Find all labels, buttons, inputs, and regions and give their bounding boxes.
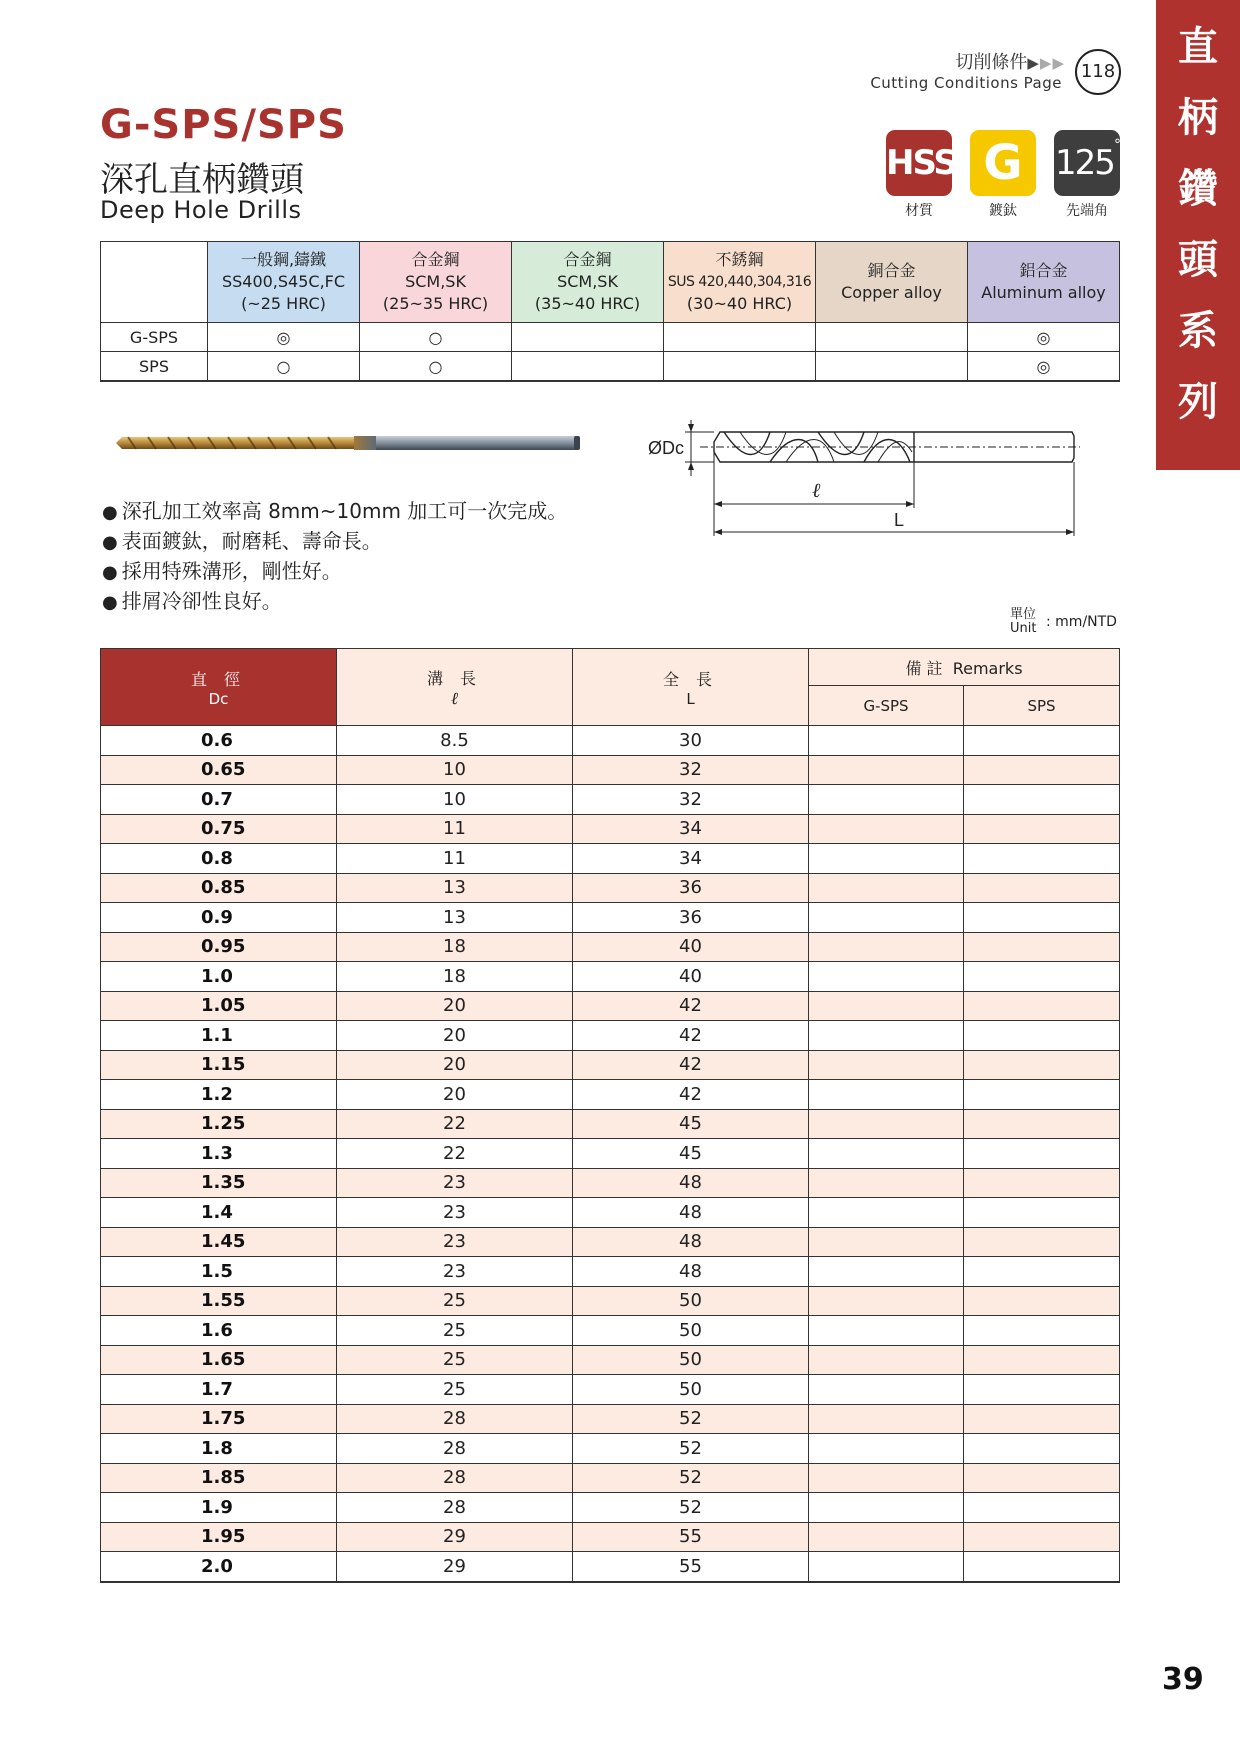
arrow-head	[1066, 529, 1074, 535]
flute-length-cell: 28	[337, 1493, 573, 1523]
diameter-cell: 1.6	[101, 1316, 337, 1346]
total-length-cell: 45	[573, 1109, 809, 1139]
diameter-cell: 0.65	[101, 755, 337, 785]
remark-sps-cell	[964, 1552, 1120, 1582]
drill-product-image	[114, 430, 584, 456]
flute-length-cell: 28	[337, 1434, 573, 1464]
diameter-cell: 0.95	[101, 932, 337, 962]
diameter-cell: 1.8	[101, 1434, 337, 1464]
table-row	[101, 814, 1120, 844]
remark-gsps-cell	[809, 1109, 964, 1139]
bullet-icon: ●	[102, 532, 118, 553]
flute-length-cell: 13	[337, 873, 573, 903]
unit-label	[1010, 608, 1036, 636]
table-row	[101, 1021, 1120, 1051]
remark-gsps-cell	[809, 903, 964, 933]
side-tab-char: 鑽	[1178, 166, 1218, 212]
flute-length-cell: 18	[337, 932, 573, 962]
arrow-head	[714, 529, 722, 535]
cutting-conditions-page-link[interactable]: 118	[1075, 49, 1121, 95]
total-length-cell: 34	[573, 814, 809, 844]
feature-text: 表面鍍鈦，耐磨耗、壽命長。	[121, 529, 382, 553]
point-angle-icon	[1054, 130, 1120, 196]
arrow-head	[688, 424, 694, 432]
feature-item	[102, 587, 567, 617]
feature-list	[102, 497, 567, 617]
diameter-cell: 2.0	[101, 1552, 337, 1582]
total-length-cell: 42	[573, 1080, 809, 1110]
feature-text: 排屑冷卻性良好。	[121, 589, 282, 613]
remark-sps-cell	[964, 1139, 1120, 1169]
side-tab-char: 列	[1178, 379, 1218, 425]
remark-gsps-cell	[809, 1434, 964, 1464]
table-row	[101, 1109, 1120, 1139]
diameter-cell: 1.9	[101, 1493, 337, 1523]
table-row	[101, 1198, 1120, 1228]
flute-length-cell: 25	[337, 1286, 573, 1316]
remark-gsps-cell	[809, 1493, 964, 1523]
cutting-conditions-label	[955, 48, 1065, 74]
total-length-cell: 48	[573, 1198, 809, 1228]
degree-symbol: °	[1113, 137, 1119, 153]
bullet-icon: ●	[102, 592, 118, 613]
table-row	[101, 1227, 1120, 1257]
remark-sps-cell	[964, 1463, 1120, 1493]
size-table-body	[101, 726, 1120, 1582]
remark-gsps-cell	[809, 1375, 964, 1405]
material-header-alloy-steel-high	[512, 242, 664, 323]
feature-item	[102, 527, 567, 557]
diameter-cell: 1.2	[101, 1080, 337, 1110]
remark-gsps-cell	[809, 1257, 964, 1287]
diameter-cell: 1.4	[101, 1198, 337, 1228]
side-section-tab	[1156, 0, 1240, 470]
total-length-cell: 32	[573, 755, 809, 785]
remark-sps-cell	[964, 1080, 1120, 1110]
arrow-icon: ▶	[1027, 54, 1040, 72]
suitability-mark: ◎	[208, 323, 360, 352]
remark-gsps-cell	[809, 1021, 964, 1051]
remark-gsps-cell	[809, 785, 964, 815]
diameter-cell: 1.65	[101, 1345, 337, 1375]
remark-sps-cell	[964, 1227, 1120, 1257]
flute-length-cell: 25	[337, 1345, 573, 1375]
material-hardness: (25~35 HRC)	[382, 294, 489, 313]
flute-length-cell: 29	[337, 1552, 573, 1582]
diameter-cell: 1.75	[101, 1404, 337, 1434]
material-header-alloy-steel-low	[360, 242, 512, 323]
remark-sps-cell	[964, 726, 1120, 756]
applicability-row-gsps	[101, 323, 1120, 352]
unit-label-en: Unit	[1010, 621, 1037, 636]
column-header-flute-length	[337, 649, 573, 726]
material-name: 合金鋼	[411, 250, 460, 269]
flute-length-label: ℓ	[812, 478, 821, 502]
column-header-gsps: G-SPS	[809, 686, 964, 726]
material-grades: SCM,SK	[405, 272, 466, 291]
remark-gsps-cell	[809, 1552, 964, 1582]
suitability-mark	[816, 352, 968, 382]
arrow-head	[906, 501, 914, 507]
table-row	[101, 1286, 1120, 1316]
table-row	[101, 1552, 1120, 1582]
remark-sps-cell	[964, 1198, 1120, 1228]
total-length-cell: 36	[573, 873, 809, 903]
total-length-cell: 50	[573, 1316, 809, 1346]
diameter-cell: 1.35	[101, 1168, 337, 1198]
arrow-head	[714, 501, 722, 507]
flute-length-cell: 10	[337, 785, 573, 815]
flute-length-cell: 25	[337, 1375, 573, 1405]
suitability-mark	[664, 323, 816, 352]
remark-gsps-cell	[809, 1463, 964, 1493]
remark-gsps-cell	[809, 814, 964, 844]
flute-length-cell: 20	[337, 1021, 573, 1051]
cutting-conditions-zh: 切削條件	[955, 52, 1028, 73]
suitability-mark	[512, 352, 664, 382]
table-row	[101, 903, 1120, 933]
total-length-cell: 48	[573, 1227, 809, 1257]
material-header-aluminum	[968, 242, 1120, 323]
remark-sps-cell	[964, 932, 1120, 962]
remark-gsps-cell	[809, 1404, 964, 1434]
row-label: SPS	[101, 352, 208, 382]
header-zh: 直 徑	[190, 669, 247, 689]
table-row	[101, 1257, 1120, 1287]
table-row	[101, 1345, 1120, 1375]
arrow-head	[688, 462, 694, 470]
remark-sps-cell	[964, 785, 1120, 815]
total-length-cell: 42	[573, 991, 809, 1021]
remark-sps-cell	[964, 903, 1120, 933]
material-hardness: (~25 HRC)	[241, 294, 326, 313]
table-row	[101, 932, 1120, 962]
column-header-total-length	[573, 649, 809, 726]
diameter-label: ØDc	[648, 438, 684, 458]
header-en: L	[686, 689, 695, 708]
drill-dimension-diagram	[640, 408, 1080, 538]
flute-length-cell: 20	[337, 1050, 573, 1080]
badge-label-angle: 先端角	[1066, 203, 1108, 219]
diameter-cell: 0.9	[101, 903, 337, 933]
table-row	[101, 1168, 1120, 1198]
size-table	[100, 648, 1120, 1583]
product-model: G-SPS/SPS	[100, 102, 347, 148]
remark-sps-cell	[964, 1434, 1120, 1464]
total-length-cell: 50	[573, 1345, 809, 1375]
diameter-cell: 0.85	[101, 873, 337, 903]
total-length-label: L	[894, 510, 905, 530]
remark-sps-cell	[964, 1345, 1120, 1375]
table-row	[101, 1050, 1120, 1080]
diameter-cell: 1.55	[101, 1286, 337, 1316]
suitability-mark	[816, 323, 968, 352]
page-number: 39	[1162, 1662, 1204, 1697]
diameter-cell: 0.7	[101, 785, 337, 815]
header-zh: 溝 長	[426, 668, 483, 688]
arrow-icon: ▶▶	[1039, 54, 1065, 72]
total-length-cell: 36	[573, 903, 809, 933]
diameter-cell: 0.6	[101, 726, 337, 756]
flute-length-cell: 23	[337, 1198, 573, 1228]
remark-sps-cell	[964, 991, 1120, 1021]
flute-length-cell: 20	[337, 1080, 573, 1110]
suitability-mark: ○	[208, 352, 360, 382]
suitability-mark: ◎	[968, 352, 1120, 382]
feature-text: 採用特殊溝形，剛性好。	[121, 559, 342, 583]
bullet-icon: ●	[102, 502, 118, 523]
material-hss-icon: HSS	[886, 130, 952, 196]
material-name: 銅合金	[867, 261, 916, 280]
remark-sps-cell	[964, 1404, 1120, 1434]
total-length-cell: 52	[573, 1463, 809, 1493]
remark-gsps-cell	[809, 1139, 964, 1169]
product-title-zh: 深孔直柄鑽頭	[100, 160, 304, 200]
cutting-conditions-en: Cutting Conditions Page	[870, 74, 1062, 92]
remark-gsps-cell	[809, 1227, 964, 1257]
remark-gsps-cell	[809, 1080, 964, 1110]
unit-label-zh: 單位	[1010, 607, 1037, 622]
feature-item	[102, 497, 567, 527]
badge-label-material: 材質	[905, 203, 933, 219]
flute-length-cell: 28	[337, 1404, 573, 1434]
total-length-cell: 52	[573, 1493, 809, 1523]
remark-gsps-cell	[809, 1286, 964, 1316]
remark-sps-cell	[964, 962, 1120, 992]
suitability-mark	[512, 323, 664, 352]
material-name-en: Copper alloy	[841, 283, 942, 302]
remark-gsps-cell	[809, 1316, 964, 1346]
coating-titanium-icon: G	[970, 130, 1036, 196]
material-name: 一般鋼,鑄鐵	[240, 250, 327, 269]
flute-length-cell: 23	[337, 1257, 573, 1287]
diameter-cell: 1.1	[101, 1021, 337, 1051]
flute-length-cell: 11	[337, 814, 573, 844]
bullet-icon: ●	[102, 562, 118, 583]
flute-length-cell: 25	[337, 1316, 573, 1346]
remark-gsps-cell	[809, 932, 964, 962]
material-header-general-steel	[208, 242, 360, 323]
header-zh: 全 長	[662, 669, 719, 689]
badge-label-coating: 鍍鈦	[989, 203, 1017, 219]
table-row	[101, 1522, 1120, 1552]
diameter-cell: 1.05	[101, 991, 337, 1021]
total-length-cell: 40	[573, 962, 809, 992]
remark-gsps-cell	[809, 1198, 964, 1228]
remark-sps-cell	[964, 1375, 1120, 1405]
flute-length-cell: 10	[337, 755, 573, 785]
total-length-cell: 50	[573, 1375, 809, 1405]
table-row	[101, 1080, 1120, 1110]
flute-length-cell: 23	[337, 1168, 573, 1198]
material-name: 合金鋼	[563, 250, 612, 269]
remark-gsps-cell	[809, 726, 964, 756]
remark-gsps-cell	[809, 1050, 964, 1080]
total-length-cell: 40	[573, 932, 809, 962]
column-header-diameter	[101, 649, 337, 726]
remark-gsps-cell	[809, 962, 964, 992]
table-row	[101, 785, 1120, 815]
diameter-cell: 0.75	[101, 814, 337, 844]
material-grades: SUS 420,440,304,316	[667, 274, 812, 290]
table-row	[101, 844, 1120, 874]
flute-length-cell: 20	[337, 991, 573, 1021]
total-length-cell: 55	[573, 1552, 809, 1582]
remark-sps-cell	[964, 1493, 1120, 1523]
total-length-cell: 52	[573, 1434, 809, 1464]
applicability-row-sps	[101, 352, 1120, 382]
flute-length-cell: 11	[337, 844, 573, 874]
column-header-remarks: 備 註 Remarks	[809, 649, 1120, 686]
remark-gsps-cell	[809, 1522, 964, 1552]
material-applicability-table	[100, 241, 1120, 382]
remark-sps-cell	[964, 1316, 1120, 1346]
table-row	[101, 873, 1120, 903]
remark-gsps-cell	[809, 991, 964, 1021]
total-length-cell: 52	[573, 1404, 809, 1434]
material-header-stainless	[664, 242, 816, 323]
table-row	[101, 962, 1120, 992]
feature-item	[102, 557, 567, 587]
total-length-cell: 32	[573, 785, 809, 815]
flute-length-cell: 22	[337, 1139, 573, 1169]
remark-gsps-cell	[809, 844, 964, 874]
corner-cell	[101, 242, 208, 323]
remark-sps-cell	[964, 755, 1120, 785]
diameter-cell: 1.0	[101, 962, 337, 992]
material-name-en: Aluminum alloy	[981, 283, 1106, 302]
remark-sps-cell	[964, 1257, 1120, 1287]
material-hardness: (35~40 HRC)	[534, 294, 641, 313]
suitability-mark	[664, 352, 816, 382]
row-label: G-SPS	[101, 323, 208, 352]
total-length-cell: 45	[573, 1139, 809, 1169]
material-grades: SS400,S45C,FC	[221, 272, 346, 291]
side-tab-char: 頭	[1178, 237, 1218, 283]
material-header-copper	[816, 242, 968, 323]
diameter-cell: 1.85	[101, 1463, 337, 1493]
remark-sps-cell	[964, 1050, 1120, 1080]
table-row	[101, 1375, 1120, 1405]
table-row	[101, 1463, 1120, 1493]
table-row	[101, 1404, 1120, 1434]
total-length-cell: 48	[573, 1257, 809, 1287]
total-length-cell: 48	[573, 1168, 809, 1198]
flute-length-cell: 18	[337, 962, 573, 992]
remark-sps-cell	[964, 1522, 1120, 1552]
header-en: Dc	[208, 689, 229, 708]
header-en: ℓ	[450, 688, 459, 709]
material-name: 鋁合金	[1019, 261, 1068, 280]
total-length-cell: 50	[573, 1286, 809, 1316]
table-row	[101, 726, 1120, 756]
flute-length-cell: 28	[337, 1463, 573, 1493]
flute-length-cell: 8.5	[337, 726, 573, 756]
flute-length-cell: 22	[337, 1109, 573, 1139]
table-row	[101, 1139, 1120, 1169]
table-row	[101, 1434, 1120, 1464]
diameter-cell: 0.8	[101, 844, 337, 874]
remark-gsps-cell	[809, 873, 964, 903]
flute-length-cell: 23	[337, 1227, 573, 1257]
table-row	[101, 991, 1120, 1021]
diameter-cell: 1.45	[101, 1227, 337, 1257]
material-grades: SCM,SK	[557, 272, 618, 291]
remark-sps-cell	[964, 1021, 1120, 1051]
material-hardness: (30~40 HRC)	[686, 294, 793, 313]
side-tab-char: 直	[1178, 24, 1218, 70]
remark-gsps-cell	[809, 1168, 964, 1198]
remark-gsps-cell	[809, 1345, 964, 1375]
flute-length-cell: 13	[337, 903, 573, 933]
suitability-mark: ○	[360, 323, 512, 352]
flute-length-cell: 29	[337, 1522, 573, 1552]
remark-sps-cell	[964, 873, 1120, 903]
unit-value: : mm/NTD	[1046, 614, 1117, 630]
table-row	[101, 1316, 1120, 1346]
total-length-cell: 34	[573, 844, 809, 874]
side-tab-char: 柄	[1178, 95, 1218, 141]
remark-sps-cell	[964, 1168, 1120, 1198]
total-length-cell: 55	[573, 1522, 809, 1552]
diameter-cell: 1.7	[101, 1375, 337, 1405]
diameter-cell: 1.95	[101, 1522, 337, 1552]
table-row	[101, 755, 1120, 785]
remark-sps-cell	[964, 1286, 1120, 1316]
diameter-cell: 1.25	[101, 1109, 337, 1139]
diameter-cell: 1.5	[101, 1257, 337, 1287]
table-row	[101, 1493, 1120, 1523]
total-length-cell: 42	[573, 1050, 809, 1080]
point-angle-value: 125	[1055, 143, 1114, 183]
remark-sps-cell	[964, 1109, 1120, 1139]
suitability-mark: ○	[360, 352, 512, 382]
diameter-cell: 1.3	[101, 1139, 337, 1169]
material-name: 不銹鋼	[715, 250, 764, 269]
total-length-cell: 42	[573, 1021, 809, 1051]
column-header-sps: SPS	[964, 686, 1120, 726]
remark-sps-cell	[964, 814, 1120, 844]
suitability-mark: ◎	[968, 323, 1120, 352]
side-tab-char: 系	[1178, 308, 1218, 354]
remark-sps-cell	[964, 844, 1120, 874]
diameter-cell: 1.15	[101, 1050, 337, 1080]
total-length-cell: 30	[573, 726, 809, 756]
feature-text: 深孔加工效率高 8mm~10mm 加工可一次完成。	[121, 499, 568, 523]
remark-gsps-cell	[809, 755, 964, 785]
product-title-en: Deep Hole Drills	[100, 196, 302, 224]
